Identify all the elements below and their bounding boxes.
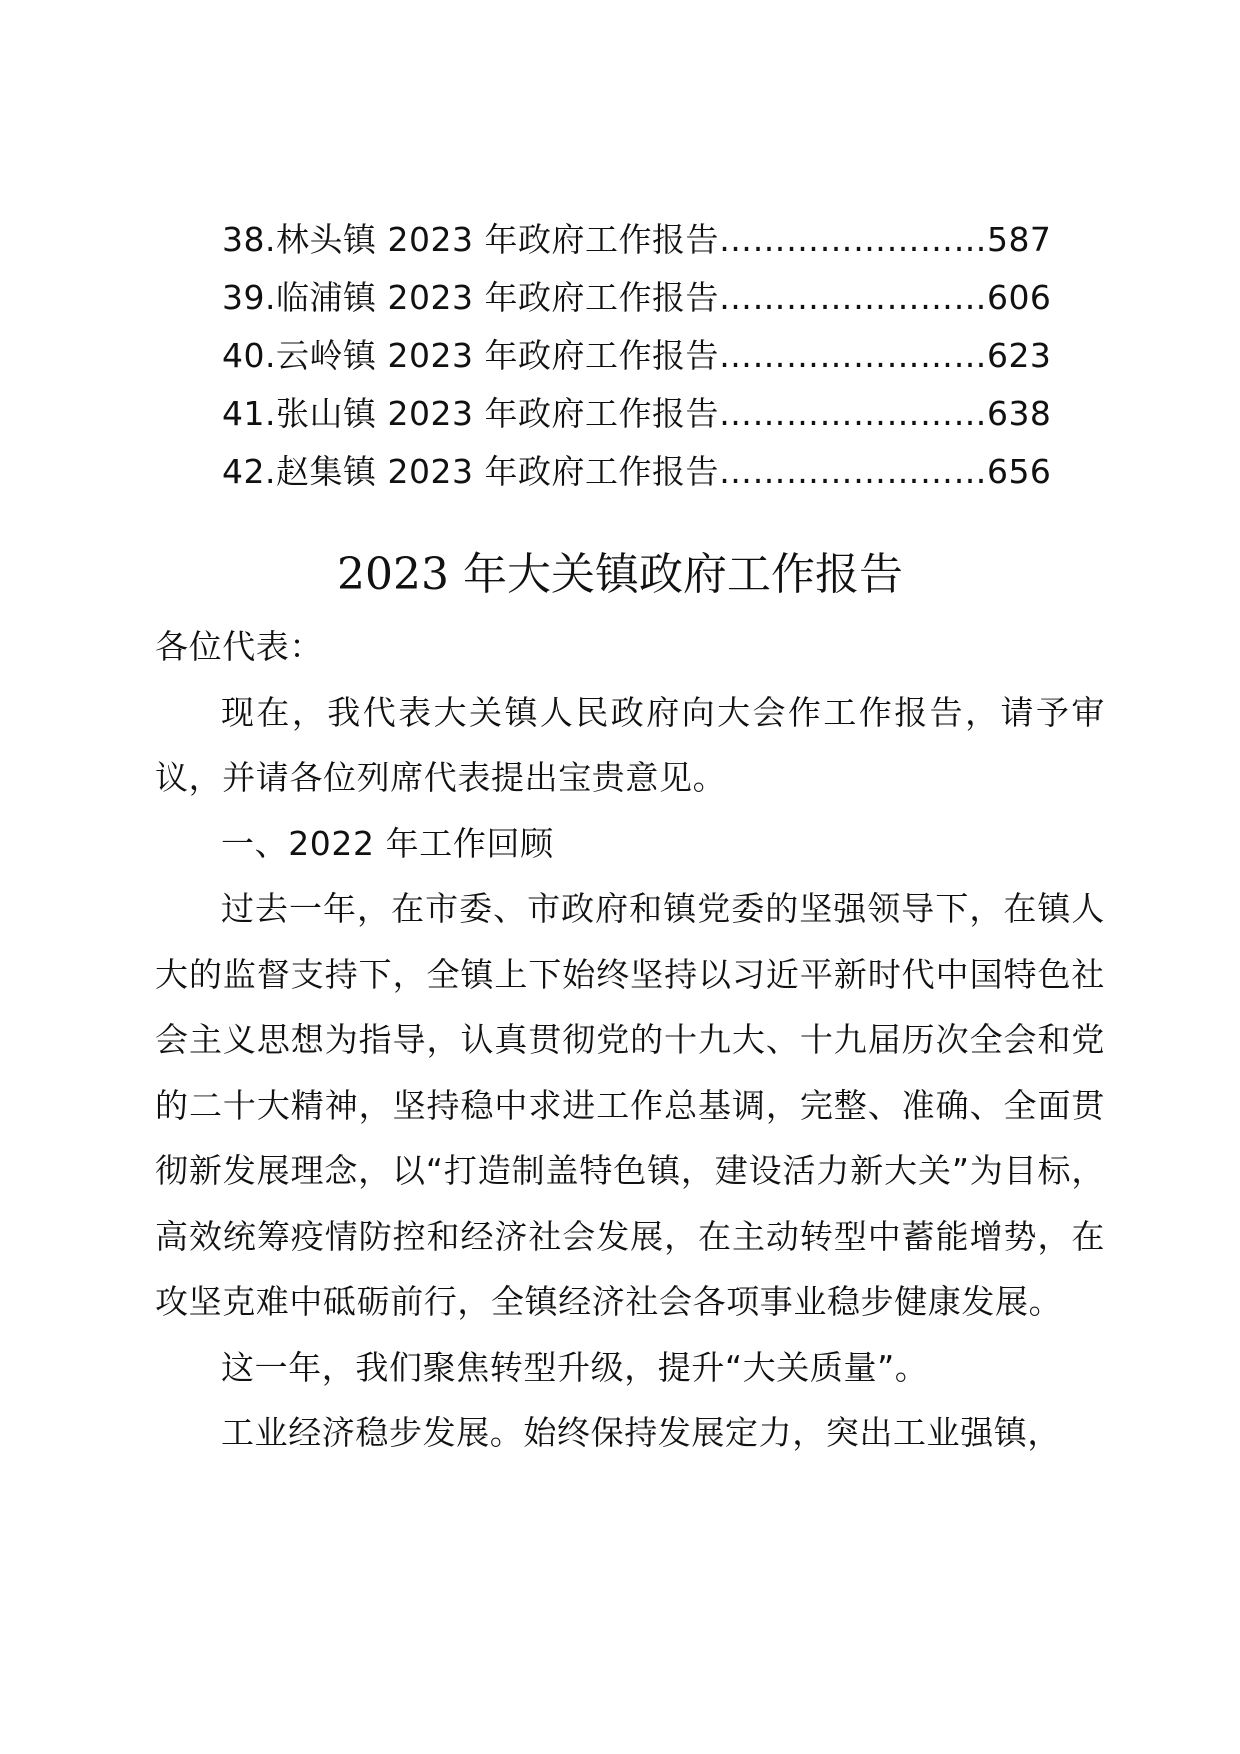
review-paragraph: 过去一年，在市委、市政府和镇党委的坚强领导下，在镇人大的监督支持下，全镇上下始终坚持以习近平新时代中国特色社会主义思想为指导，认真贯彻党的十九大、十九届历次全会和党的二十大精神，坚持稳中求进工作总基调，完整、准确、全面贯彻新发展理念，以“打造制盖特色镇，建设活力新大关”为目标，高效统筹疫情防控和经济社会发展，在主动转型中蓄能增势，在攻坚克难中砥砺前行，全镇经济社会各项事业稳步健康发展。 [155,889,1105,1321]
toc-entry-40[interactable]: 40.云岭镇 2023 年政府工作报告……………………623 [222,336,1052,375]
salutation: 各位代表： [155,627,323,666]
toc-entry-42[interactable]: 42.赵集镇 2023 年政府工作报告……………………656 [222,452,1052,491]
document-body [155,614,1105,1466]
industry-paragraph: 工业经济稳步发展。始终保持发展定力，突出工业强镇， [221,1413,1061,1452]
section-heading-review: 一、2022 年工作回顾 [221,823,554,863]
toc-entry-38[interactable]: 38.林头镇 2023 年政府工作报告……………………587 [222,220,1052,259]
document-title: 2023 年大关镇政府工作报告 [337,549,903,600]
toc-entry-39[interactable]: 39.临浦镇 2023 年政府工作报告……………………606 [222,278,1052,317]
toc-entry-41[interactable]: 41.张山镇 2023 年政府工作报告……………………638 [222,394,1052,433]
focus-paragraph: 这一年，我们聚焦转型升级，提升“大关质量”。 [221,1347,929,1387]
opening-paragraph: 现在，我代表大关镇人民政府向大会作工作报告，请予审议，并请各位列席代表提出宝贵意见。 [155,692,1105,797]
